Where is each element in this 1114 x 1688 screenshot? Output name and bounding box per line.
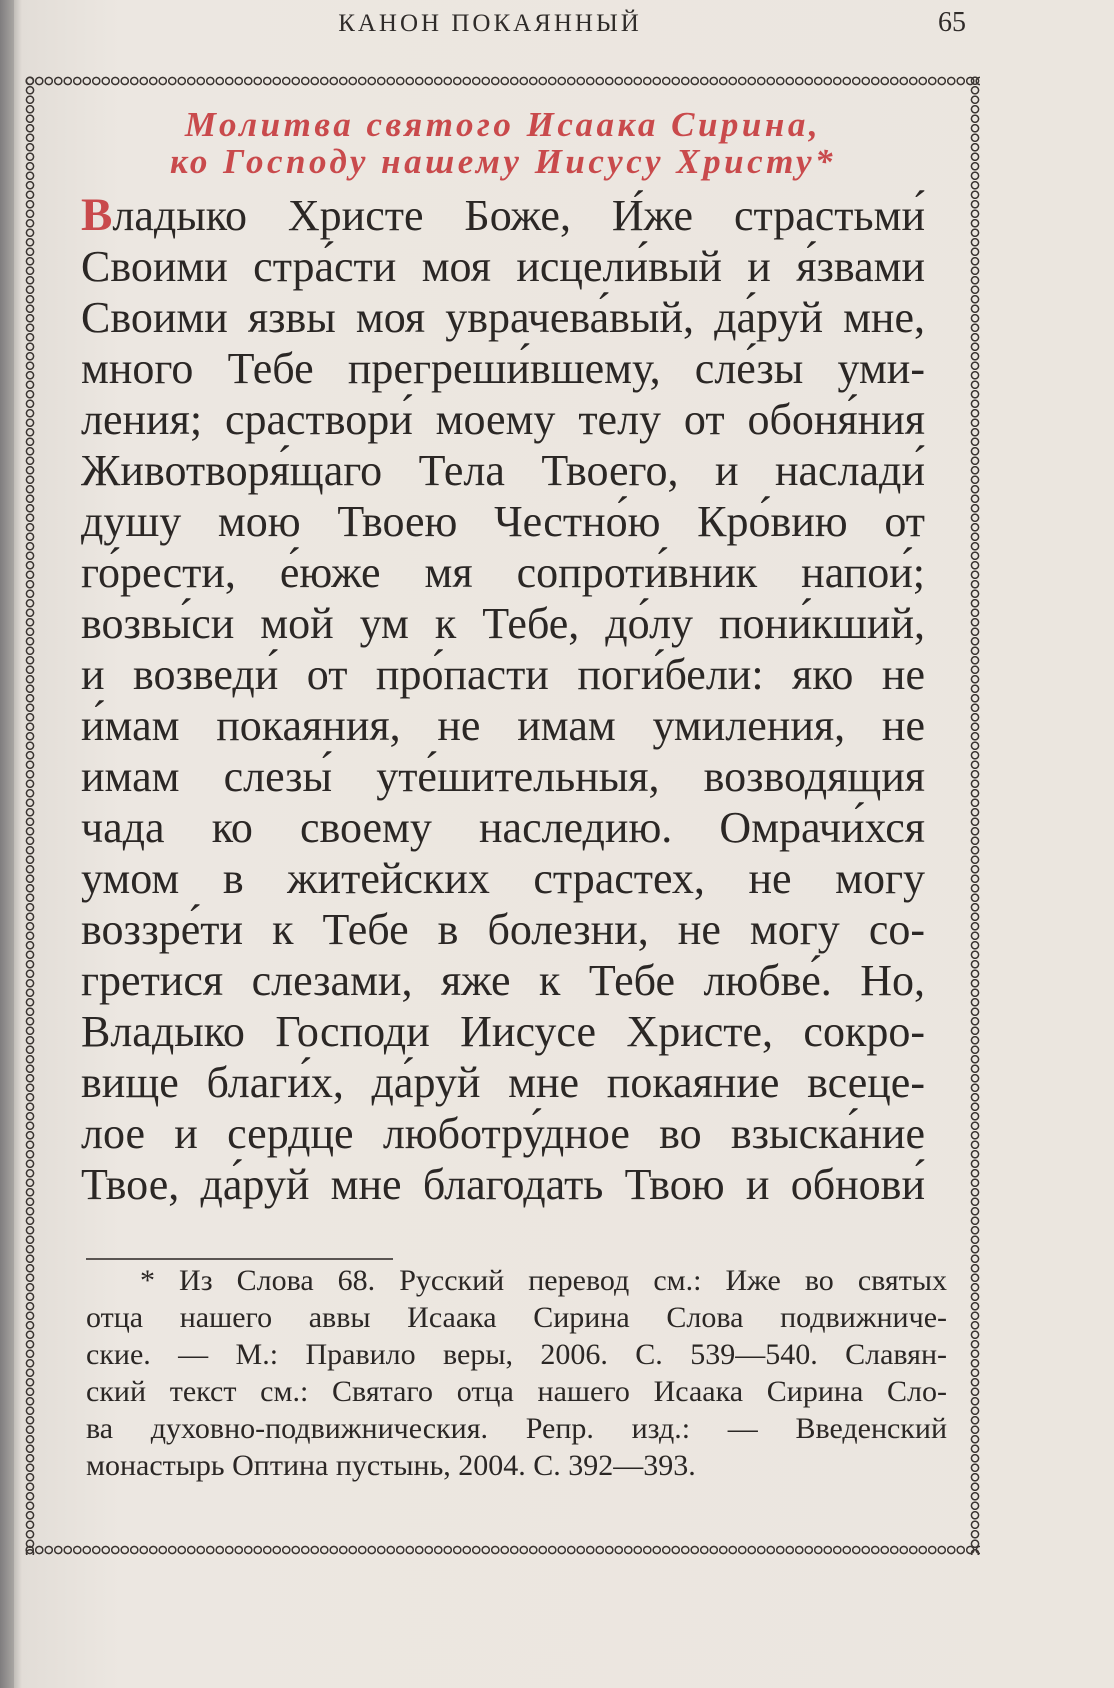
footnote-line: ские. — М.: Правило веры, 2006. С. 539—540. Славян- bbox=[86, 1338, 947, 1371]
prayer-line: Животворя́щаго Тела Твоего, и наслади́ bbox=[81, 446, 925, 495]
footnote-line: ва духовно-подвижническия. Репр. изд.: — Введенский bbox=[86, 1412, 947, 1445]
prayer-line: душу мою Твоею Честно́ю Кро́вию от bbox=[81, 497, 925, 546]
frame-border-left bbox=[25, 76, 35, 1555]
prayer-line-text: ладыко Христе Боже, И́же страстьми́ bbox=[112, 191, 925, 240]
prayer-title-line: Молитва святого Исаака Сирина, bbox=[184, 105, 822, 144]
prayer-line: умом в житейских страстех, не могу bbox=[81, 854, 925, 903]
footnote-rule bbox=[86, 1258, 393, 1260]
prayer-title bbox=[81, 106, 925, 180]
prayer-body bbox=[81, 190, 925, 1210]
prayer-line: и возведи́ от про́пасти поги́бели: яко не bbox=[81, 650, 925, 699]
footnote-line: отца нашего аввы Исаака Сирина Слова подвижниче- bbox=[86, 1301, 947, 1334]
running-header: КАНОН ПОКАЯННЫЙ bbox=[338, 10, 642, 37]
footnote-line: * Из Слова 68. Русский перевод см.: Иже во святых bbox=[140, 1264, 947, 1297]
prayer-line: Своими стра́сти моя исцели́вый и я́звами bbox=[81, 242, 925, 291]
frame-border-bottom bbox=[25, 1545, 980, 1555]
footnote-line: ский текст см.: Святаго отца нашего Исаака Сирина Сло- bbox=[86, 1375, 947, 1408]
prayer-line: го́рести, е́юже мя сопроти́вник напои́; bbox=[81, 548, 925, 597]
prayer-title-line: ко Господу нашему Иисусу Христу* bbox=[169, 142, 837, 181]
page-edge-shadow bbox=[0, 0, 14, 1688]
prayer-line: возвы́си мой ум к Тебе, до́лу пони́кший, bbox=[81, 599, 925, 648]
prayer-line: лое и сердце люботру́дное во взыска́ние bbox=[81, 1109, 925, 1158]
prayer-line: чада ко своему наследию. Омрачи́хся bbox=[81, 803, 925, 852]
prayer-line: имам слезы́ уте́шительныя, возводящия bbox=[81, 752, 925, 801]
prayer-line: Владыко Господи Иисусе Христе, сокро- bbox=[81, 1007, 925, 1056]
prayer-line: воззре́ти к Тебе в болезни, не могу со- bbox=[81, 905, 925, 954]
frame-border-right bbox=[970, 76, 980, 1555]
page-number: 65 bbox=[938, 7, 966, 38]
red-initial-letter: В bbox=[81, 189, 113, 241]
prayer-line: много Тебе прегреши́вшему, сле́зы уми- bbox=[81, 344, 925, 393]
prayer-line: и́мам покаяния, не имам умиления, не bbox=[81, 701, 925, 750]
prayer-line: вище благи́х, да́руй мне покаяние всеце- bbox=[81, 1058, 925, 1107]
prayer-line: ления; сраствори́ моему телу от обоня́ния bbox=[81, 395, 925, 444]
footnote bbox=[86, 1262, 947, 1484]
prayer-line bbox=[81, 190, 925, 241]
footnote-line: монастырь Оптина пустынь, 2004. С. 392—393. bbox=[86, 1449, 696, 1482]
prayer-line: Твое, да́руй мне благодать Твою и обнови́ bbox=[81, 1160, 925, 1209]
frame-border-top bbox=[25, 76, 980, 86]
prayer-line: гретися слезами, яже к Тебе любве́. Но, bbox=[81, 956, 925, 1005]
prayer-line: Своими язвы моя уврачева́вый, да́руй мне, bbox=[81, 293, 925, 342]
